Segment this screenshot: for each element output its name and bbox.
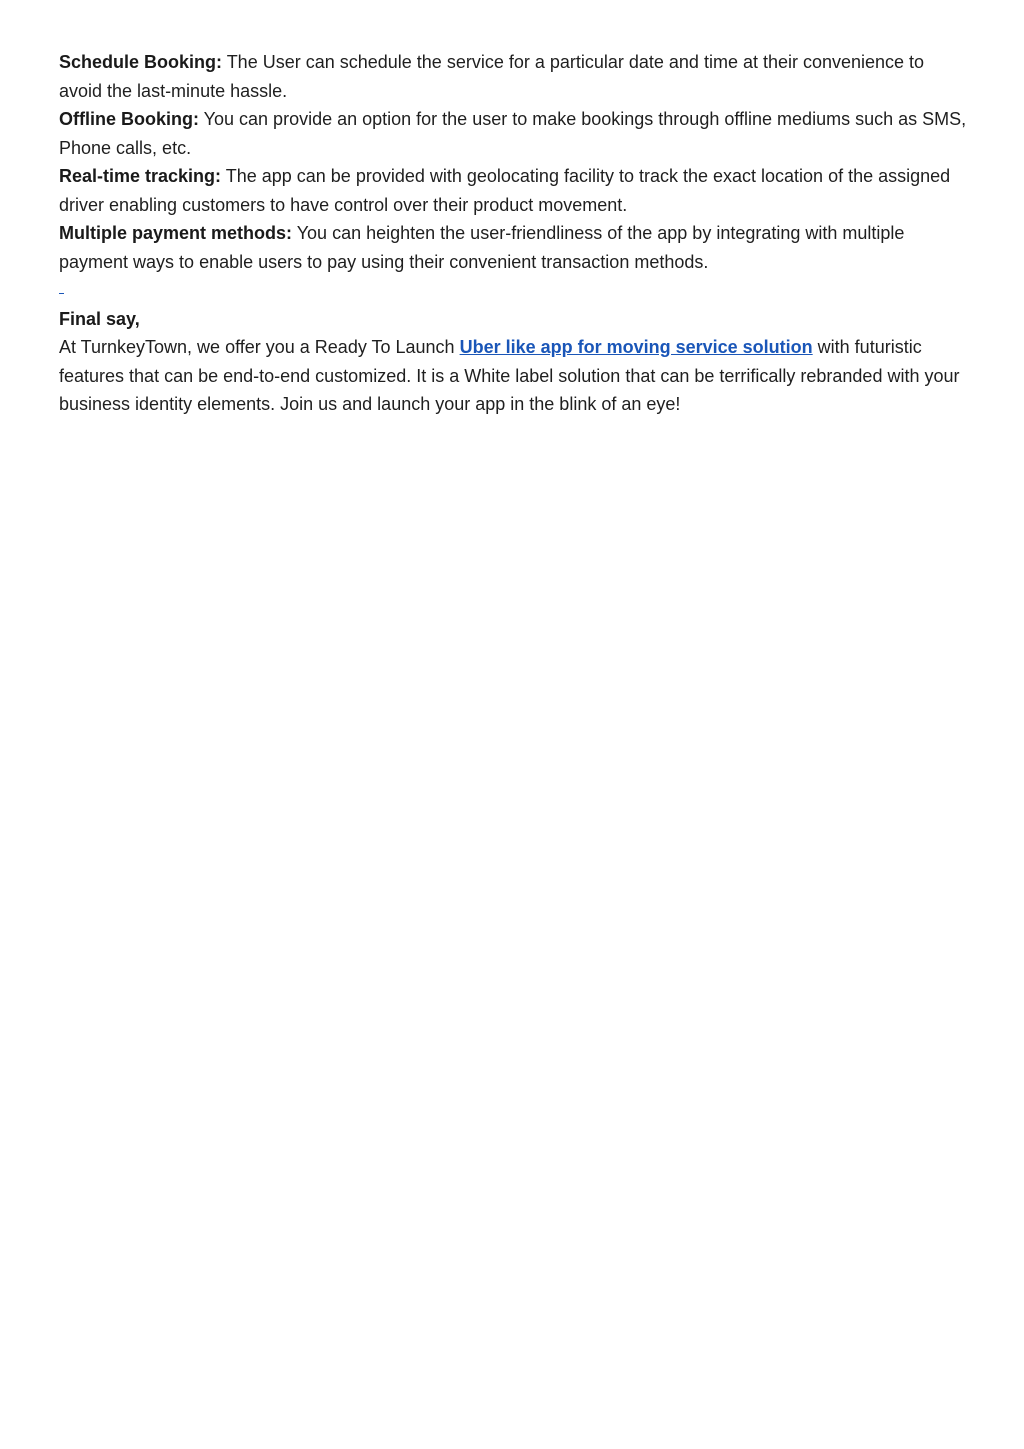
feature-label: Schedule Booking: — [59, 52, 223, 72]
feature-schedule-booking — [59, 48, 971, 105]
feature-multiple-payment-methods — [59, 219, 971, 276]
feature-text: You can heighten the user-friendliness of the app by integrating with multiple payment ways to enable users to pay using their convenient transaction methods. — [59, 223, 905, 272]
feature-text: The app can be provided with geolocating facility to track the exact location of the assigned driver enabling customers to have control over their product movement. — [59, 166, 951, 215]
final-text-after-link: with futuristic features that can be end-to-end customized. It is a White label solution that can be terrifically rebranded with your business identity elements. Join us and launch your app in the blink of an eye! — [59, 337, 960, 414]
feature-text: You can provide an option for the user to make bookings through offline mediums such as SMS, Phone calls, etc. — [59, 109, 967, 158]
final-say-paragraph — [59, 333, 971, 419]
feature-text: The User can schedule the service for a particular date and time at their convenience to avoid the last-minute hassle. — [59, 52, 925, 101]
moving-service-solution-link[interactable]: Uber like app for moving service solution — [459, 337, 813, 357]
feature-label: Real-time tracking: — [59, 166, 222, 186]
empty-link-spacer — [59, 276, 971, 305]
document-page — [59, 48, 971, 419]
feature-label: Offline Booking: — [59, 109, 199, 129]
final-say-heading: Final say, — [59, 308, 140, 329]
feature-real-time-tracking — [59, 162, 971, 219]
feature-label: Multiple payment methods: — [59, 223, 293, 243]
feature-offline-booking — [59, 105, 971, 162]
empty-link-underline[interactable] — [59, 293, 64, 294]
final-text-before-link: At TurnkeyTown, we offer you a Ready To Launch — [59, 337, 460, 357]
